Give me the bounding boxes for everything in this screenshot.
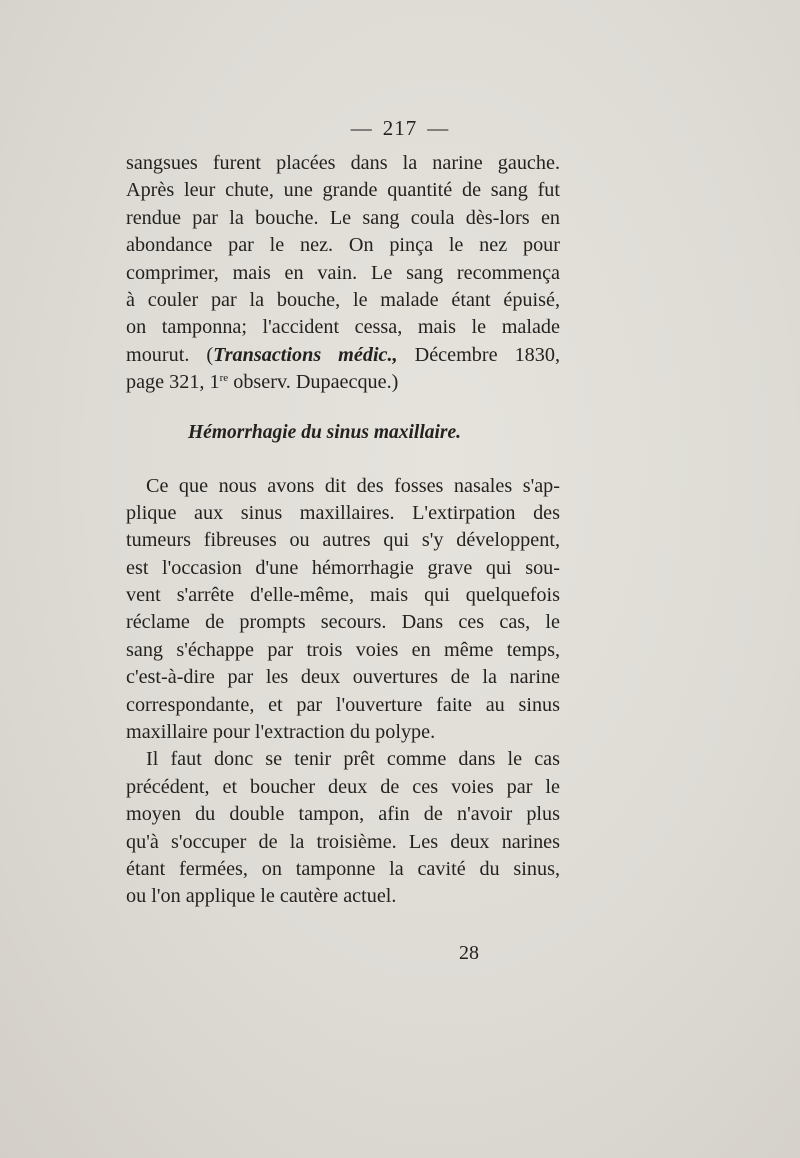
paragraph-2 xyxy=(126,473,560,747)
text-line: on tamponna; l'accident cessa, mais le malade xyxy=(126,316,560,339)
citation-date: Décembre 1830, xyxy=(397,343,560,366)
section-heading: Hémorrhagie du sinus maxillaire. xyxy=(188,421,462,443)
ordinal-superscript: re xyxy=(219,372,229,385)
text-line: étant fermées, on tamponne la cavité du sinus, xyxy=(126,857,560,880)
page-number-value: 217 xyxy=(382,116,418,140)
page-body xyxy=(126,150,560,911)
text-line: c'est-à-dire par les deux ouvertures de la narine xyxy=(126,666,560,689)
text-line: comprimer, mais en vain. Le sang recommença xyxy=(126,261,560,284)
text-line-citation-end xyxy=(126,369,560,396)
text-line: à couler par la bouche, le malade étant épuisé, xyxy=(126,288,560,311)
text-line: sang s'échappe par trois voies en même temps, xyxy=(126,638,560,661)
citation-observer: observ. Dupaecque.) xyxy=(228,371,399,394)
text-line: abondance par le nez. On pinça le nez pour xyxy=(126,234,560,257)
citation-open: mourut. ( xyxy=(126,343,214,366)
citation-page: page 321, 1 xyxy=(126,371,220,394)
text-line: Après leur chute, une grande quantité de sang fut xyxy=(126,179,560,202)
text-line: réclame de prompts secours. Dans ces cas, le xyxy=(126,611,560,634)
paragraph-1 xyxy=(126,150,560,397)
page-number-dash-left: — xyxy=(350,116,373,140)
text-line-citation xyxy=(126,342,560,369)
text-line: ou l'on applique le cautère actuel. xyxy=(126,885,397,908)
paragraph-3 xyxy=(126,746,560,910)
citation-source: Transactions médic., xyxy=(213,343,398,366)
page-number-dash-right: — xyxy=(427,116,450,140)
text-line: qu'à s'occuper de la troisième. Les deux narines xyxy=(126,830,560,853)
text-line: rendue par la bouche. Le sang coula dès-lors en xyxy=(126,206,560,229)
text-line: correspondante, et par l'ouverture faite au sinus xyxy=(126,693,560,716)
text-line: moyen du double tampon, afin de n'avoir plus xyxy=(126,803,560,826)
page-number xyxy=(0,116,800,141)
text-line: Ce que nous avons dit des fosses nasales s'ap- xyxy=(146,474,560,497)
text-line: Il faut donc se tenir prêt comme dans le cas xyxy=(146,748,560,771)
text-line: précédent, et boucher deux de ces voies par le xyxy=(126,775,560,798)
text-line: maxillaire pour l'extraction du polype. xyxy=(126,721,436,744)
text-line: plique aux sinus maxillaires. L'extirpation des xyxy=(126,501,560,524)
text-line: sangsues furent placées dans la narine gauche. xyxy=(126,152,560,174)
text-line: est l'occasion d'une hémorrhagie grave qui sou- xyxy=(126,556,560,579)
text-line: vent s'arrête d'elle-même, mais qui quelquefois xyxy=(126,584,560,607)
text-line: tumeurs fibreuses ou autres qui s'y développent, xyxy=(126,529,560,552)
signature-mark: 28 xyxy=(459,942,479,964)
